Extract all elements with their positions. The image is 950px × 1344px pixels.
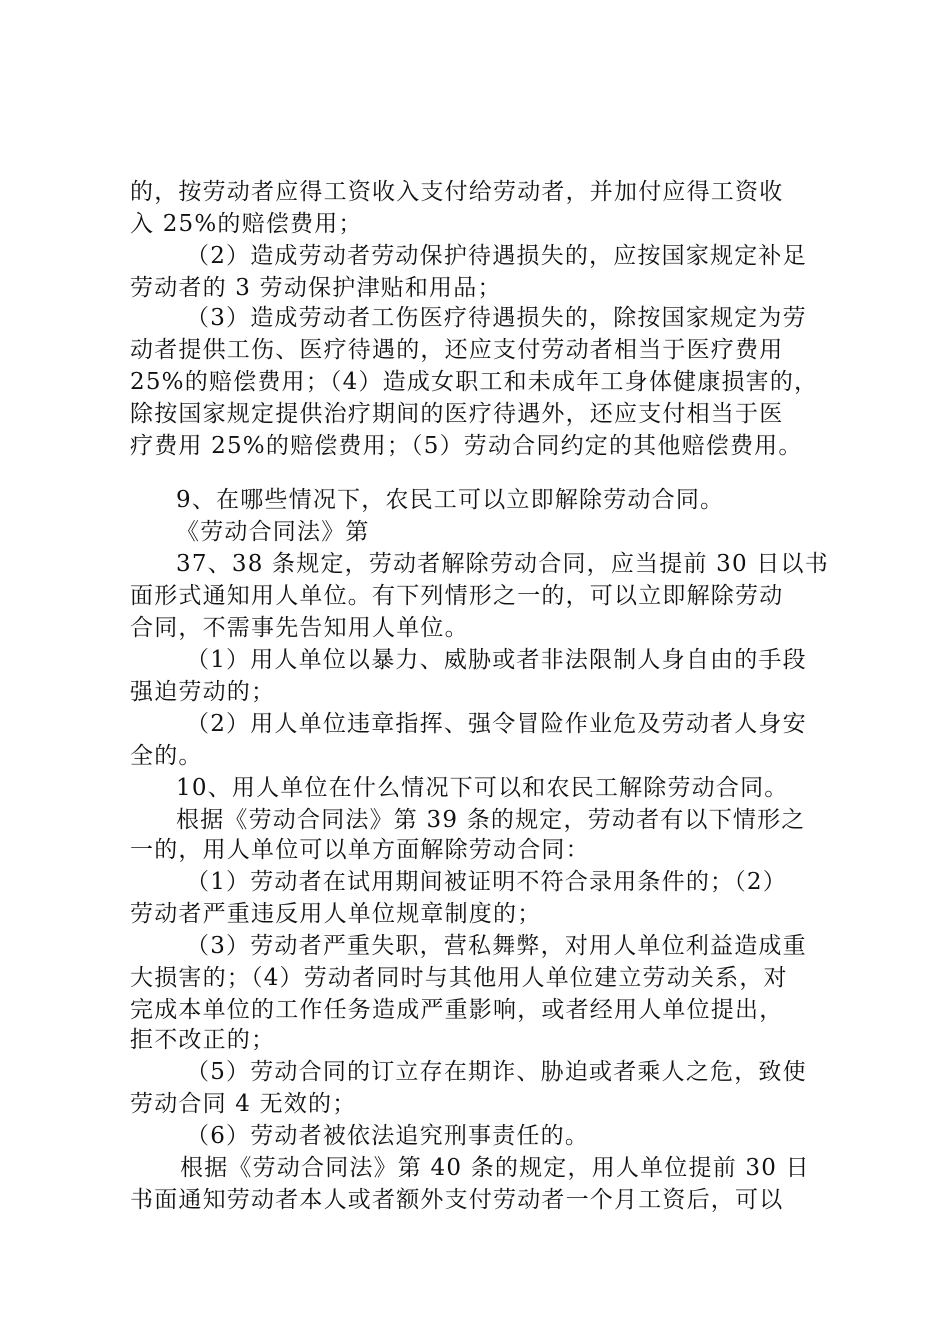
- text-line: 全的。: [130, 743, 203, 769]
- text-line: 的，按劳动者应得工资收入支付给劳动者，并加付应得工资收: [130, 179, 784, 205]
- text-line: 劳动合同 4 无效的；: [130, 1091, 357, 1117]
- text-line: （2）用人单位违章指挥、强令冒险作业危及劳动者人身安: [186, 711, 807, 737]
- text-line: 动者提供工伤、医疗待遇的，还应支付劳动者相当于医疗费用: [130, 337, 784, 363]
- text-line: 强迫劳动的；: [130, 679, 276, 705]
- text-line: （3）劳动者严重失职，营私舞弊，对用人单位利益造成重: [186, 933, 807, 959]
- text-line: 一的，用人单位可以单方面解除劳动合同：: [130, 837, 590, 863]
- text-line: 25%的赔偿费用；（4）造成女职工和未成年工身体健康损害的，: [130, 369, 819, 395]
- text-line: 劳动者的 3 劳动保护津贴和用品；: [130, 275, 502, 301]
- text-line: （1）劳动者在试用期间被证明不符合录用条件的；（2）: [186, 869, 787, 895]
- text-line: 疗费用 25%的赔偿费用；（5）劳动合同约定的其他赔偿费用。: [130, 433, 803, 459]
- section-heading: 9、在哪些情况下，农民工可以立即解除劳动合同。: [176, 487, 725, 513]
- text-line: 根据《劳动合同法》第 40 条的规定，用人单位提前 30 日: [180, 1155, 810, 1181]
- text-line: 《劳动合同法》第: [176, 519, 370, 545]
- text-line: 除按国家规定提供治疗期间的医疗待遇外，还应支付相当于医: [130, 401, 784, 427]
- text-line: （3）造成劳动者工伤医疗待遇损失的，除按国家规定为劳: [186, 305, 807, 331]
- text-line: 面形式通知用人单位。有下列情形之一的，可以立即解除劳动: [130, 583, 784, 609]
- text-line: 入 25%的赔偿费用；: [130, 211, 363, 237]
- text-line: 完成本单位的工作任务造成严重影响，或者经用人单位提出，: [130, 997, 784, 1023]
- text-line: 合同，不需事先告知用人单位。: [130, 615, 469, 641]
- section-heading: 10、用人单位在什么情况下可以和农民工解除劳动合同。: [176, 775, 789, 801]
- text-line: 大损害的；（4）劳动者同时与其他用人单位建立劳动关系，对: [130, 965, 788, 991]
- text-line: 劳动者严重违反用人单位规章制度的；: [130, 901, 542, 927]
- text-line: 37、38 条规定，劳动者解除劳动合同，应当提前 30 日以书: [176, 551, 829, 577]
- text-line: （6）劳动者被依法追究刑事责任的。: [186, 1123, 590, 1149]
- text-line: 书面通知劳动者本人或者额外支付劳动者一个月工资后，可以: [130, 1187, 784, 1213]
- text-line: 根据《劳动合同法》第 39 条的规定，劳动者有以下情形之: [176, 807, 806, 833]
- text-line: （5）劳动合同的订立存在期诈、胁迫或者乘人之危，致使: [186, 1059, 807, 1085]
- text-line: （1）用人单位以暴力、威胁或者非法限制人身自由的手段: [186, 647, 807, 673]
- text-line: 拒不改正的；: [130, 1027, 276, 1053]
- text-line: （2）造成劳动者劳动保护待遇损失的，应按国家规定补足: [186, 243, 807, 269]
